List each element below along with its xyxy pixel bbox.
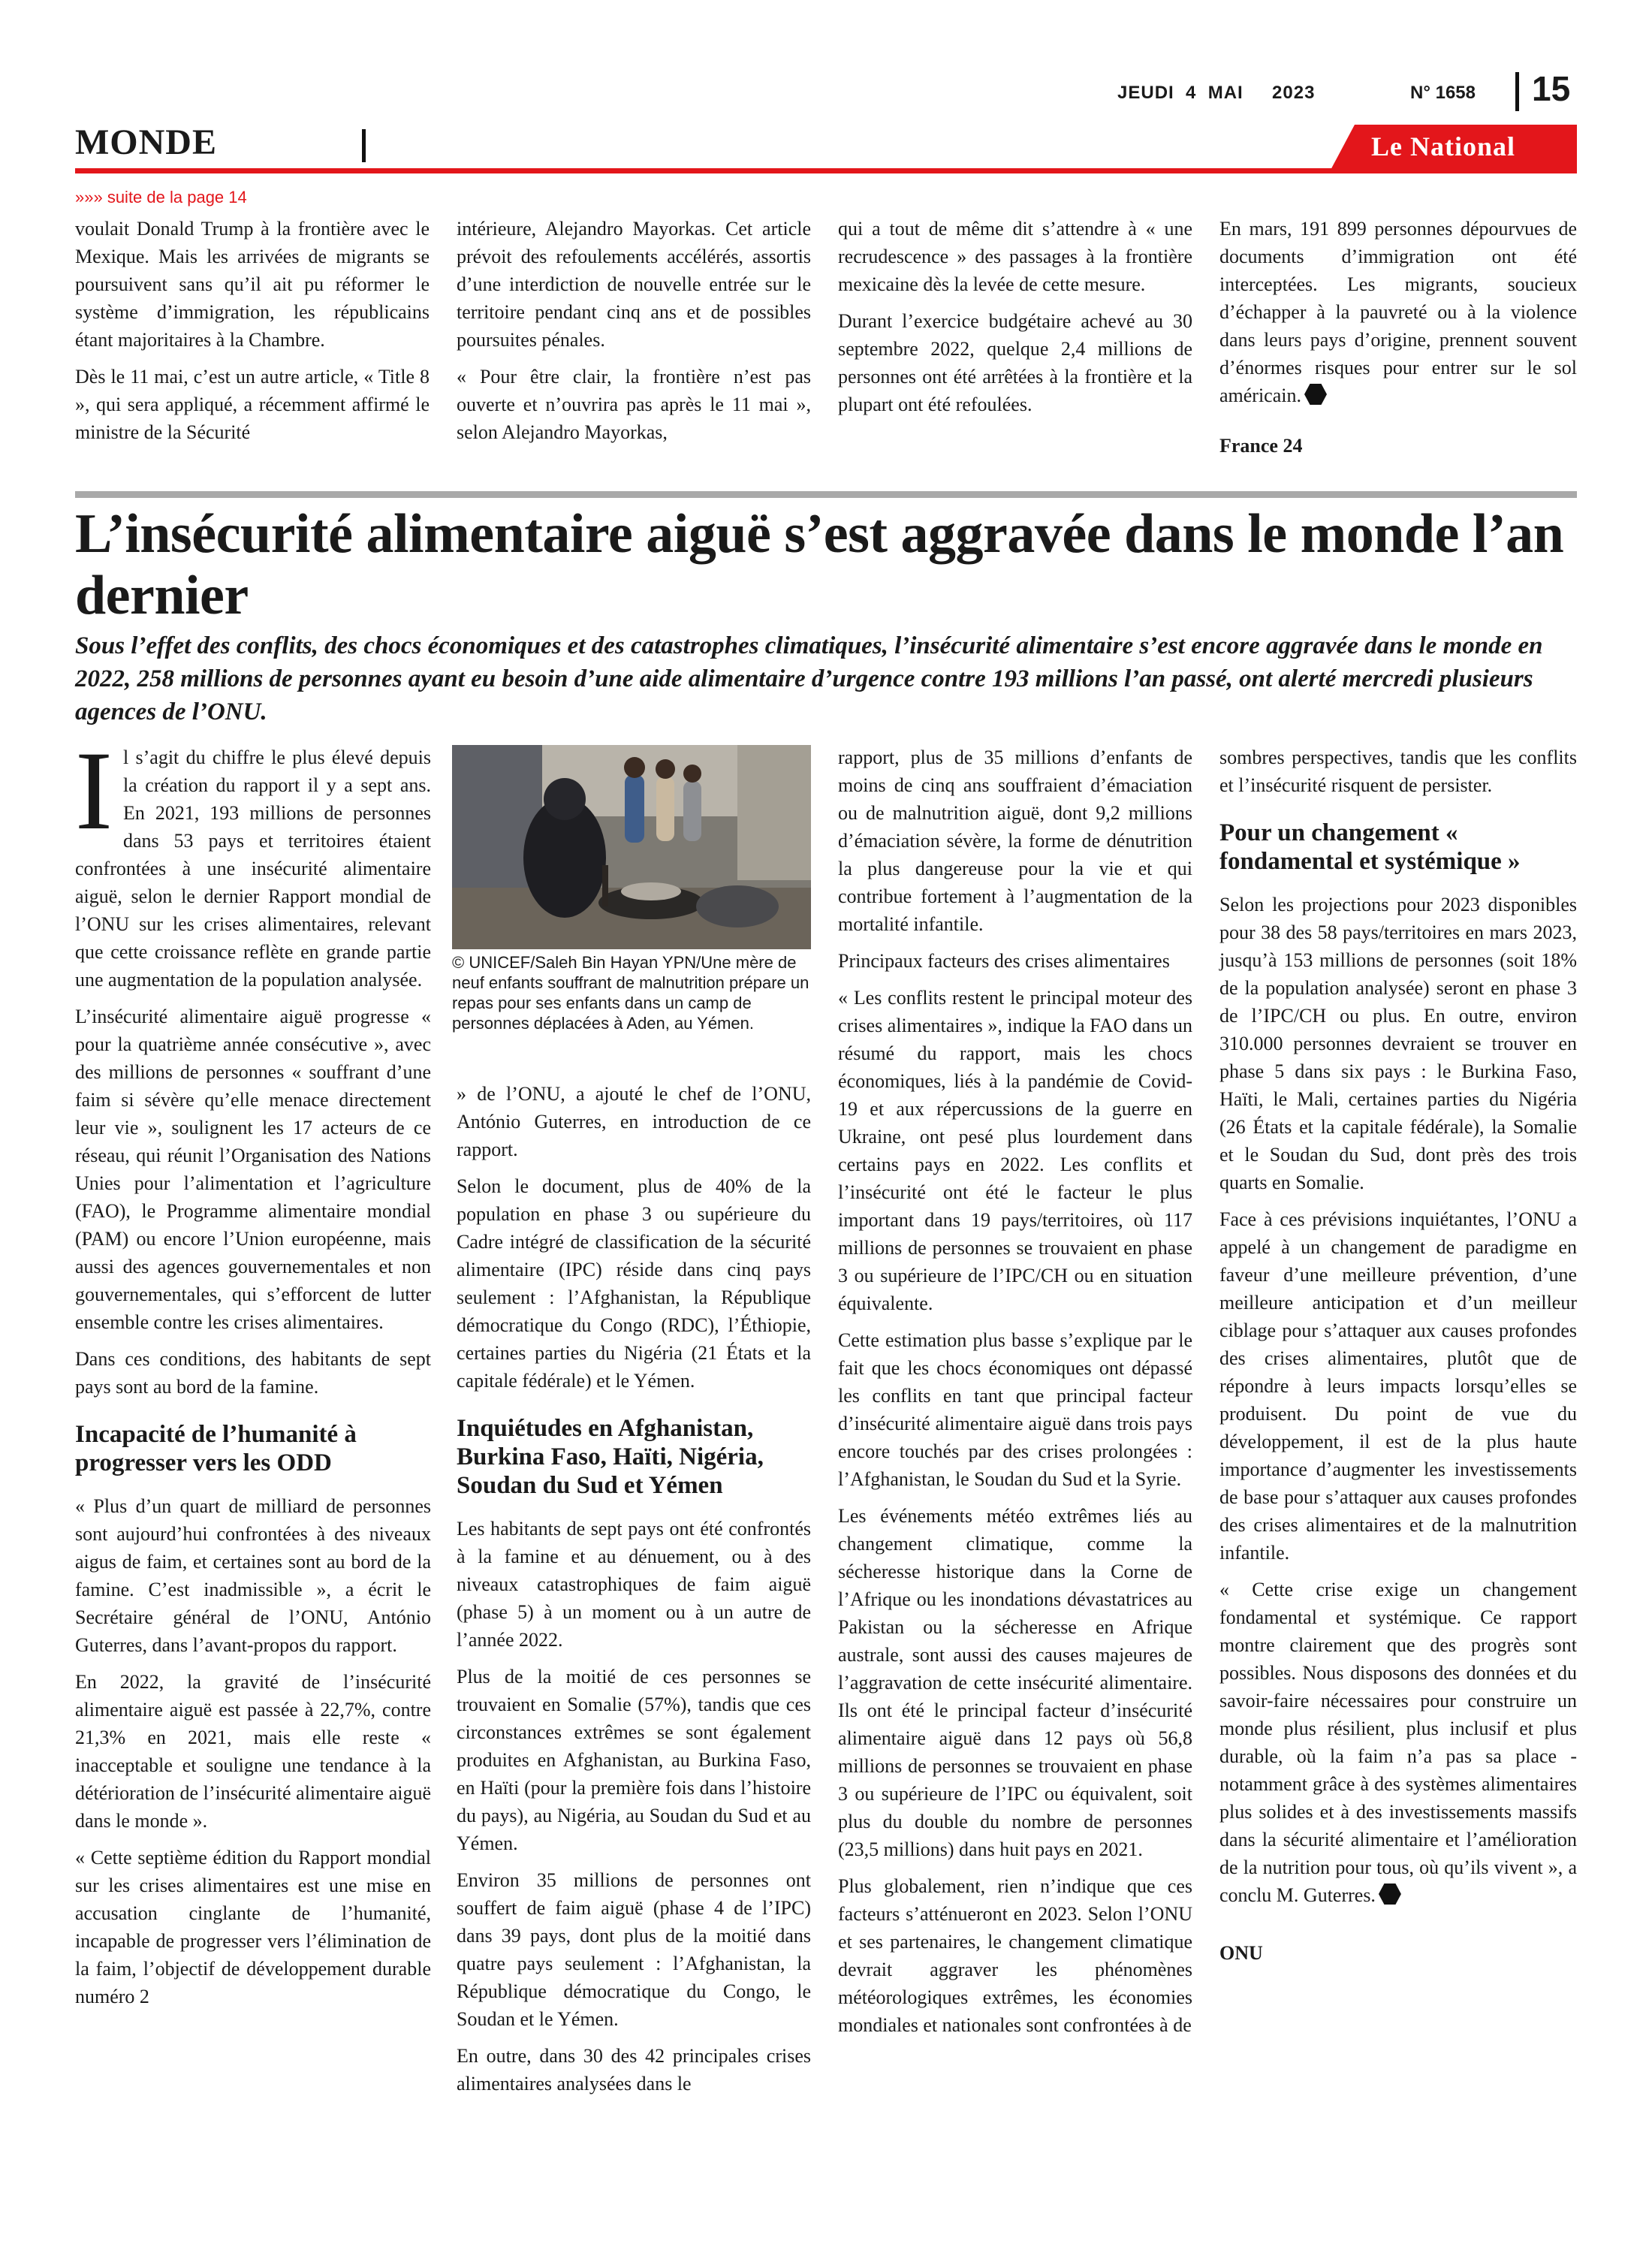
end-of-article-icon (1379, 1884, 1401, 1905)
article-source: ONU (1219, 1942, 1263, 1964)
photo-illustration (452, 745, 811, 949)
subheading: Pour un changement « fondamental et systémique » (1219, 819, 1521, 875)
paragraph: sombres perspectives, tandis que les conflits et l’insécurité risquent de persister. (1219, 746, 1577, 796)
paragraph: Selon le document, plus de 40% de la population en phase 3 ou supérieure du Cadre intégré de classification de la sécurité alimentaire (IPC) réside dans cinq pays seulement : l’Afghanistan, la République démocratique du Congo (RDC), l’Éthiopie, certaines parties du Nigéria (21 États et la capitale fédérale) et le Yémen. (457, 1175, 811, 1392)
paragraph: Plus globalement, rien n’indique que ces facteurs s’atténueront en 2023. Selon l’ONU et ses partenaires, le changement climatique devrait aggraver les phénomènes météorologiques extrêmes, les économies mondiales et nationales sont confrontées à de (838, 1875, 1192, 2036)
paragraph: Face à ces prévisions inquiétantes, l’ONU a appelé à un changement de paradigme en faveur d’une meilleure prévention, d’une meilleure anticipation et d’un meilleur ciblage pour s’attaquer aux causes profondes des crises alimentaires, plutôt que de répondre à leurs impacts lorsqu’elles se produisent. Du point de vue du développement, il est de la plus haute importance d’augmenter les investissements de base pour s’attaquer aux causes profondes des crises alimentaires et de la malnutrition infantile. (1219, 1208, 1577, 1564)
article-lede: Sous l’effet des conflits, des chocs économiques et des catastrophes climatiques, l’insécurité alimentaire s’est encore aggravée dans le monde en 2022, 258 millions de personnes ayant eu besoin d’une aide alimentaire d’urgence contre 193 millions l’an passé, ont alerté mercredi plusieurs agences de l’ONU. (75, 632, 1543, 725)
newspaper-brand: Le National (1371, 131, 1516, 161)
paragraph (1219, 215, 1577, 409)
article-column-1 (75, 728, 431, 2019)
drop-cap: I (75, 728, 113, 853)
continued-from-link[interactable]: »»» suite de la page 14 (75, 188, 247, 207)
paragraph: qui a tout de même dit s’attendre à « une recrudescence » des passages à la frontière mexicaine dès la levée de cette mesure. (838, 218, 1192, 295)
paragraph: Cette estimation plus basse s’explique par le fait que les chocs économiques ont dépassé les conflits en tant que principal facteur d’insécurité alimentaire aiguë dans trois pays encore touchés par des crises prolongées : l’Afghanistan, le Soudan du Sud et la Syrie. (838, 1329, 1192, 1490)
continued-column-2 (457, 215, 811, 455)
issue-date: JEUDI 4 MAI 2023 (1117, 83, 1316, 103)
paragraph: Dans ces conditions, des habitants de sept pays sont au bord de la famine. (75, 1348, 431, 1398)
paragraph: intérieure, Alejandro Mayorkas. Cet article prévoit des refoulements accélérés, assortis d’une interdiction de nouvelle entrée sur le territoire pendant cinq ans et de possibles poursuites pénales. (457, 218, 811, 351)
paragraph: En outre, dans 30 des 42 principales crises alimentaires analysées dans le (457, 2045, 811, 2095)
paragraph: Plus de la moitié de ces personnes se trouvaient en Somalie (57%), tandis que ces circonstances extrêmes se sont également produites en Afghanistan, au Burkina Faso, en Haïti (pour la première fois dans l’histoire du pays), au Nigéria, au Soudan du Sud et au Yémen. (457, 1666, 811, 1854)
article-column-3 (838, 743, 1192, 2048)
issue-number: N° 1658 (1410, 83, 1476, 103)
paragraph: » de l’ONU, a ajouté le chef de l’ONU, António Guterres, en introduction de ce rapport. (457, 1083, 811, 1160)
section-divider (362, 129, 366, 162)
paragraph: rapport, plus de 35 millions d’enfants de moins de cinq ans souffraient d’émaciation ou de malnutrition aiguë, dont 9,2 millions d’émaciation sévère, la forme de dénutrition la plus dangereuse pour la vie et qui contribue fortement à l’augmentation de la mortalité infantile. (838, 746, 1192, 935)
paragraph (1219, 1576, 1577, 1909)
paragraph: voulait Donald Trump à la frontière avec le Mexique. Mais les arrivées de migrants se poursuivent sans qu’il ait pu réformer le système d’immigration, les républicains étant majoritaires à la Chambre. (75, 218, 430, 351)
continued-column-4 (1219, 215, 1577, 460)
article-headline: L’insécurité alimentaire aiguë s’est aggravée dans le monde l’an dernier (75, 503, 1564, 626)
photo-caption: © UNICEF/Saleh Bin Hayan YPN/Une mère de neuf enfants souffrant de malnutrition prépare un repas pour ses enfants dans un camp de personnes déplacées à Aden, au Yémen. (452, 953, 809, 1033)
article-photo (452, 745, 811, 949)
page-number-divider (1515, 72, 1519, 111)
end-of-article-icon (1304, 384, 1327, 405)
paragraph: Environ 35 millions de personnes ont souffert de faim aiguë (phase 4 de l’IPC) dans 39 pays, dont plus de la moitié dans quatre pays seulement : l’Afghanistan, la République démocratique du Congo, le Soudan et le Yémen. (457, 1869, 811, 2030)
article-separator (75, 491, 1577, 498)
continued-column-3 (838, 215, 1192, 427)
paragraph: Principaux facteurs des crises alimentaires (838, 950, 1170, 972)
paragraph: L’insécurité alimentaire aiguë progresse « pour la quatrième année consécutive », avec des millions de personnes « souffrant d’une faim si sévère qu’elle menace directement leur vie », soulignent les 17 acteurs de ce réseau, qui réunit l’Organisation des Nations Unies pour l’alimentation et l’agriculture (FAO), le Programme alimentaire mondial (PAM) ou encore l’Union européenne, mais aussi des agences gouvernementales et non gouvernementales, qui s’efforcent de lutter ensemble contre les crises alimentaires. (75, 1006, 431, 1333)
paragraph: Les habitants de sept pays ont été confrontés à la famine et au dénuement, ou à des niveaux catastrophiques de faim aiguë (phase 5) à un moment ou à un autre de l’année 2022. (457, 1518, 811, 1651)
paragraph: Dès le 11 mai, c’est un autre article, « Title 8 », qui sera appliqué, a récemment affirmé le ministre de la Sécurité (75, 366, 430, 443)
continued-column-1 (75, 215, 430, 455)
article-source: France 24 (1219, 435, 1303, 457)
paragraph: « Pour être clair, la frontière n’est pas ouverte et n’ouvrira pas après le 11 mai », selon Alejandro Mayorkas, (457, 366, 811, 443)
paragraph: Durant l’exercice budgétaire achevé au 30 septembre 2022, quelque 2,4 millions de personnes ont été arrêtées à la frontière et la plupart ont été refoulées. (838, 310, 1192, 415)
paragraph: Les événements météo extrêmes liés au changement climatique, comme la sécheresse historique dans la Corne de l’Afrique ou les inondations dévastatrices au Pakistan ou la sécheresse en Afrique australe, sont aussi des causes majeures de l’aggravation de cette insécurité alimentaire. Ils ont été le principal facteur d’insécurité alimentaire aiguë dans 12 pays où 56,8 millions de personnes se trouvaient en phase 3 ou supérieure de l’IPC ou équivalent, soit plus du double du nombre de personnes (23,5 millions) dans huit pays en 2021. (838, 1505, 1192, 1860)
paragraph: « Les conflits restent le principal moteur des crises alimentaires », indique la FAO dans un résumé du rapport, mais les chocs économiques, liés à la pandémie de Covid-19 et aux répercussions de la guerre en Ukraine, ont pesé plus lourdement dans certains pays en 2022. Les conflits et l’insécurité ont été le facteur le plus important dans 19 pays/territoires, où 117 millions de personnes se trouvaient en phase 3 ou supérieure de l’IPC/CH ou en situation équivalente. (838, 987, 1192, 1314)
page-number: 15 (1532, 69, 1571, 108)
paragraph-text: l s’agit du chiffre le plus élevé depuis la création du rapport il y a sept ans. En 2021, 193 millions de personnes dans 53 pays et territoires étaient confrontées à une insécurité alimentaire aiguë, selon le dernier Rapport mondial de l’ONU sur les crises alimentaires, relevant que cette croissance reflète en grande partie une augmentation de la population analysée. (75, 746, 431, 991)
subheading: Incapacité de l’humanité à progresser vers les ODD (75, 1421, 357, 1476)
article-column-4 (1219, 743, 1577, 1967)
paragraph (75, 728, 431, 994)
subheading: Inquiétudes en Afghanistan, Burkina Faso, Haïti, Nigéria, Soudan du Sud et Yémen (457, 1415, 764, 1499)
paragraph-text: « Cette crise exige un changement fondamental et systémique. Ce rapport montre clairement que des progrès sont possibles. Nous disposons des données et du savoir-faire nécessaires pour construire un monde plus résilient, plus inclusif et plus durable, où la faim n’a pas sa place - notamment grâce à des systèmes alimentaires plus solides et à des investissements massifs dans la sécurité alimentaire et l’amélioration de la nutrition pour tous, où qu’ils vivent », a conclu M. Guterres. (1219, 1579, 1577, 1906)
section-title: MONDE (75, 122, 217, 162)
paragraph: Selon les projections pour 2023 disponibles pour 38 des 58 pays/territoires en mars 2023, jusqu’à 153 millions de personnes (soit 18% de la population analysée) seront en phase 3 de l’IPC/CH ou plus. En outre, environ 310.000 personnes devraient se trouver en phase 5 dans six pays : le Burkina Faso, Haïti, le Mali, certaines parties du Nigéria (26 États et la capitale fédérale), la Somalie et le Soudan du Sud, dont près des trois quarts en Somalie. (1219, 894, 1577, 1193)
paragraph: « Plus d’un quart de milliard de personnes sont aujourd’hui confrontées à des niveaux aigus de faim, et certaines sont au bord de la famine. C’est inadmissible », a écrit le Secrétaire général de l’ONU, António Guterres, dans l’avant-propos du rapport. (75, 1495, 431, 1656)
paragraph: « Cette septième édition du Rapport mondial sur les crises alimentaires est une mise en accusation cinglante de l’humanité, incapable de progresser vers l’élimination de la faim, l’objectif de développement durable numéro 2 (75, 1847, 431, 2007)
paragraph-text: En mars, 191 899 personnes dépourvues de documents d’immigration ont été interceptées. Les migrants, soucieux d’échapper à la pauvreté ou à la violence dans leurs pays d’origine, prennent souvent d’énormes risques pour entrer sur le sol américain. (1219, 218, 1577, 406)
paragraph: En 2022, la gravité de l’insécurité alimentaire aiguë est passée à 22,7%, contre 21,3% en 2021, mais elle reste « inacceptable et souligne une tendance à la détérioration de l’insécurité alimentaire aiguë dans le monde ». (75, 1671, 431, 1832)
article-column-2 (457, 1080, 811, 2107)
